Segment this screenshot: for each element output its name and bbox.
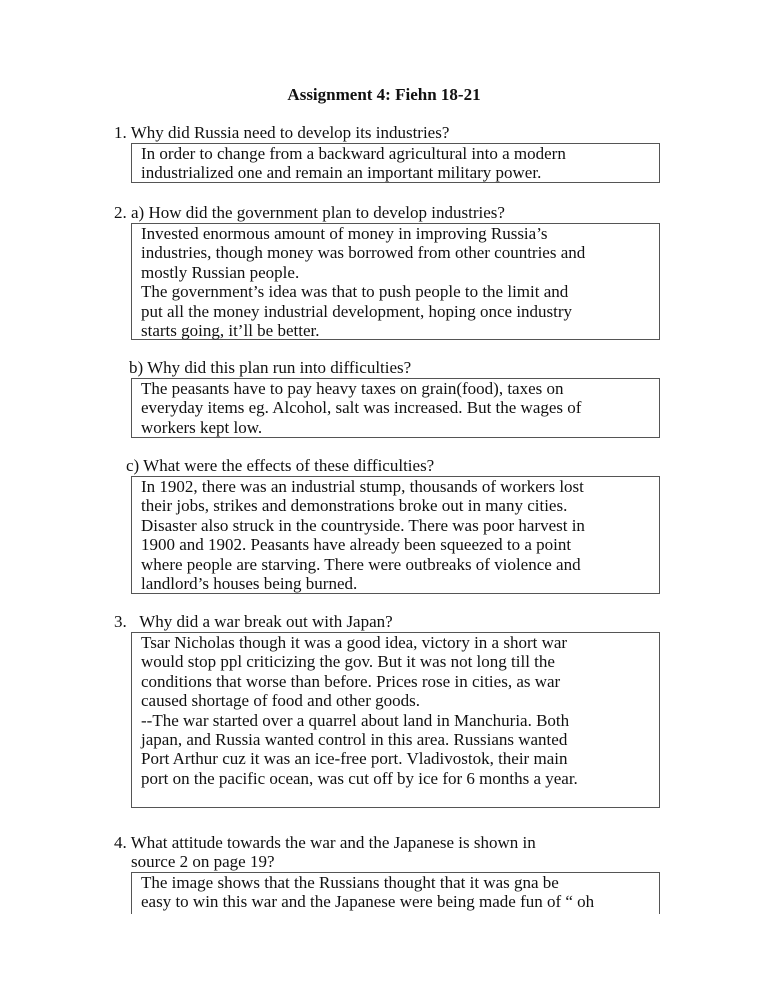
answer-line: --The war started over a quarrel about land in Manchuria. Both — [141, 710, 570, 730]
answer-line: put all the money industrial development, hoping once industry — [141, 301, 573, 321]
answer-line: port on the pacific ocean, was cut off by ice for 6 months a year. — [141, 768, 578, 788]
answer-line: caused shortage of food and other goods. — [141, 691, 421, 711]
answer-line: everyday items eg. Alcohol, salt was increased. But the wages of — [141, 398, 582, 418]
page-title: Assignment 4: Fiehn 18-21 — [287, 85, 481, 104]
answer-line: japan, and Russia wanted control in this area. Russians wanted — [141, 730, 568, 750]
answer-box-3 — [131, 632, 660, 808]
question-2c: c) What were the effects of these difficulties? — [126, 456, 435, 475]
question-2b: b) Why did this plan run into difficulties? — [129, 358, 412, 377]
answer-box-2b — [131, 378, 660, 438]
answer-line: their jobs, strikes and demonstrations broke out in many cities. — [141, 496, 568, 516]
question-4-continued: source 2 on page 19? — [131, 852, 275, 871]
answer-line: 1900 and 1902. Peasants have already been squeezed to a point — [141, 535, 572, 555]
question-3: 3. Why did a war break out with Japan? — [114, 612, 393, 631]
answer-line: industrialized one and remain an important military power. — [141, 163, 542, 183]
answer-line: In 1902, there was an industrial stump, thousands of workers lost — [141, 477, 584, 496]
answer-line: Invested enormous amount of money in improving Russia’s — [141, 224, 548, 243]
question-1: 1. Why did Russia need to develop its industries? — [114, 123, 450, 142]
question-4: 4. What attitude towards the war and the Japanese is shown in — [114, 833, 536, 852]
answer-box-2c — [131, 476, 660, 594]
answer-line: landlord’s houses being burned. — [141, 574, 358, 594]
answer-line: The image shows that the Russians thought that it was gna be — [141, 873, 559, 892]
answer-line: The government’s idea was that to push people to the limit and — [141, 282, 569, 302]
answer-line: workers kept low. — [141, 417, 263, 437]
answer-box-2a — [131, 223, 660, 340]
answer-line: industries, though money was borrowed from other countries and — [141, 243, 586, 263]
answer-line: conditions that worse than before. Prices rose in cities, as war — [141, 671, 561, 691]
answer-line: In order to change from a backward agricultural into a modern — [141, 144, 566, 163]
answer-box-4 — [131, 872, 660, 914]
answer-line: where people are starving. There were outbreaks of violence and — [141, 554, 581, 574]
answer-line: Port Arthur cuz it was an ice-free port. Vladivostok, their main — [141, 749, 568, 769]
answer-box-1 — [131, 143, 660, 183]
answer-line: mostly Russian people. — [141, 262, 300, 282]
answer-line: easy to win this war and the Japanese were being made fun of “ oh — [141, 892, 595, 912]
answer-line: would stop ppl criticizing the gov. But it was not long till the — [141, 652, 555, 672]
answer-line: Disaster also struck in the countryside. There was poor harvest in — [141, 515, 585, 535]
answer-line: Tsar Nicholas though it was a good idea, victory in a short war — [141, 633, 568, 652]
answer-line: starts going, it’ll be better. — [141, 321, 320, 341]
answer-line: The peasants have to pay heavy taxes on grain(food), taxes on — [141, 379, 564, 398]
question-2a: 2. a) How did the government plan to develop industries? — [114, 203, 505, 222]
